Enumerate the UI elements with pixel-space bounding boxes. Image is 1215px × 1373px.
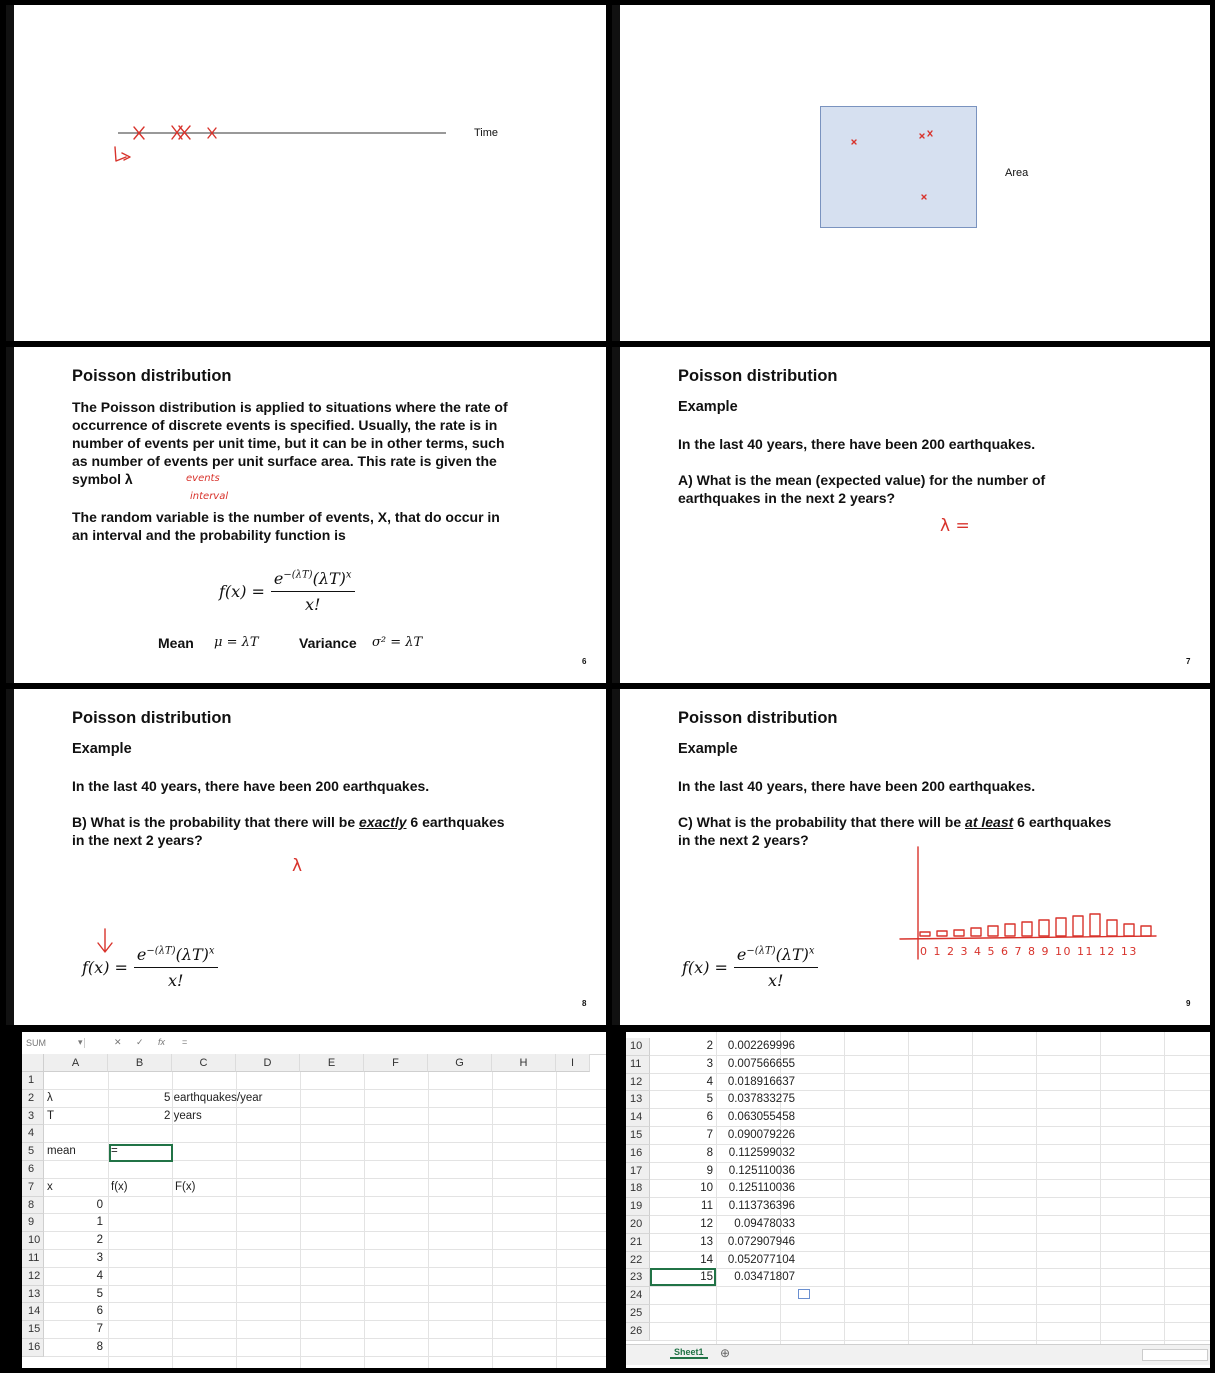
row-header-7[interactable]: 7 xyxy=(22,1179,44,1197)
cell-probability[interactable]: 0.007566655 xyxy=(727,1057,795,1070)
timeline-drawing xyxy=(14,5,606,341)
paragraph-line: The random variable is the number of events, X, that do occur in xyxy=(72,509,500,525)
event-mark xyxy=(928,131,932,136)
cell-x-value[interactable]: 6 xyxy=(96,1305,103,1318)
example-statement: In the last 40 years, there have been 200 earthquakes. xyxy=(678,778,1036,794)
row-header-25[interactable]: 25 xyxy=(626,1305,650,1323)
row-gridline xyxy=(44,1124,606,1125)
question-line: C) What is the probability that there will be at least 6 earthquakes xyxy=(678,814,1112,830)
row-header-24[interactable]: 24 xyxy=(626,1287,650,1305)
handwritten-annotation xyxy=(288,851,328,881)
row-header-15[interactable]: 15 xyxy=(626,1127,650,1145)
formula-numerator: $e^{-(\lambda T)}(\lambda T)^x$ xyxy=(734,945,818,968)
question-line: in the next 2 years? xyxy=(72,832,203,848)
formula-denominator: x! xyxy=(305,595,321,614)
row-header-22[interactable]: 22 xyxy=(626,1252,650,1270)
row-header-6[interactable]: 6 xyxy=(22,1161,44,1179)
row-gridline xyxy=(44,1249,606,1250)
random-variable-paragraph xyxy=(72,508,500,544)
paragraph-line: occurrence of discrete events is specified. Usually, the rate is in xyxy=(72,417,498,433)
sketch-bar xyxy=(1141,926,1151,936)
cell-probability[interactable]: 0.125110036 xyxy=(728,1164,795,1177)
cell-b7[interactable]: f(x) xyxy=(111,1180,128,1193)
paragraph-line: symbol λ xyxy=(72,471,133,487)
emphasis-exactly: exactly xyxy=(359,814,407,830)
row-header-13[interactable]: 13 xyxy=(626,1091,650,1109)
sketch-bar xyxy=(1090,914,1100,936)
cell-x-value[interactable]: 6 xyxy=(706,1111,713,1124)
cell-x-value[interactable]: 15 xyxy=(700,1271,713,1284)
slide-subtitle: Example xyxy=(678,741,738,757)
sketch-bar xyxy=(920,932,930,936)
question-b xyxy=(72,813,505,849)
column-gridline xyxy=(1100,1032,1101,1344)
column-gridline xyxy=(108,1072,109,1368)
formula-lhs: f(x) = xyxy=(682,958,728,977)
slide-title: Poisson distribution xyxy=(72,367,232,385)
column-gridline xyxy=(492,1072,493,1368)
paragraph-line: an interval and the probability function is xyxy=(72,527,346,543)
slide-7 xyxy=(612,347,1210,683)
column-header-c[interactable]: C xyxy=(172,1054,236,1072)
sheet-tab[interactable]: Sheet1 xyxy=(670,1347,708,1359)
formula-denominator: x! xyxy=(168,971,184,990)
cell-c3[interactable]: 2 years xyxy=(164,1109,202,1122)
slide-title: Poisson distribution xyxy=(678,709,838,727)
formula-denominator: x! xyxy=(768,971,784,990)
cell-a3[interactable]: T xyxy=(47,1109,55,1122)
sketch-bar xyxy=(1124,924,1134,936)
quick-analysis-icon[interactable] xyxy=(798,1289,810,1299)
sketch-bar xyxy=(971,928,981,936)
row-header-3[interactable]: 3 xyxy=(22,1108,44,1126)
row-header-16[interactable]: 16 xyxy=(626,1145,650,1163)
poisson-formula xyxy=(682,945,818,990)
poisson-formula xyxy=(82,945,218,990)
handwritten-lambda: λ xyxy=(292,856,303,876)
cell-x-value[interactable]: 4 xyxy=(706,1075,713,1088)
question-line: in the next 2 years? xyxy=(678,832,809,848)
slide-subtitle: Example xyxy=(678,399,738,415)
slide-8 xyxy=(6,689,606,1025)
cell-x-value[interactable]: 14 xyxy=(700,1253,713,1266)
formula-fraction xyxy=(271,569,355,614)
cell-a7[interactable]: x xyxy=(47,1180,53,1193)
row-header-15[interactable]: 15 xyxy=(22,1321,44,1339)
add-sheet-icon[interactable]: ⊕ xyxy=(720,1346,731,1360)
column-header-e[interactable]: E xyxy=(300,1054,364,1072)
row-gridline xyxy=(44,1231,606,1232)
cell-x-value[interactable]: 5 xyxy=(706,1093,713,1106)
row-gridline xyxy=(44,1302,606,1303)
cell-x-value[interactable]: 3 xyxy=(96,1252,103,1264)
histogram-sketch xyxy=(892,843,1172,973)
column-gridline xyxy=(300,1072,301,1368)
handwritten-annotation xyxy=(182,469,262,509)
row-header-9[interactable]: 9 xyxy=(22,1214,44,1232)
cell-x-value[interactable]: 8 xyxy=(706,1146,713,1159)
row-header-11[interactable]: 11 xyxy=(22,1250,44,1268)
question-a xyxy=(678,471,1045,507)
row-gridline xyxy=(44,1107,606,1108)
row-gridline xyxy=(44,1338,606,1339)
row-header-14[interactable]: 14 xyxy=(22,1303,44,1321)
name-box[interactable]: SUM xyxy=(26,1038,85,1048)
area-label: Area xyxy=(1005,167,1029,179)
slide-9 xyxy=(612,689,1210,1025)
cell-probability[interactable]: 0.09478033 xyxy=(734,1218,795,1230)
formula-fraction xyxy=(134,945,218,990)
cell-x-value[interactable]: 7 xyxy=(96,1323,103,1336)
cancel-icon[interactable]: ✕ xyxy=(114,1037,122,1047)
row-header-11[interactable]: 11 xyxy=(626,1056,650,1074)
event-mark xyxy=(920,134,924,138)
mean-label: Mean xyxy=(158,635,194,651)
area-events xyxy=(620,5,1210,341)
poisson-formula xyxy=(219,569,355,614)
scrollbar[interactable] xyxy=(1142,1349,1208,1361)
interval-mark xyxy=(115,147,130,161)
column-header-b[interactable]: B xyxy=(108,1054,172,1072)
question-line: B) What is the probability that there will be exactly 6 earthquakes xyxy=(72,814,505,830)
row-header-14[interactable]: 14 xyxy=(626,1109,650,1127)
row-header-13[interactable]: 13 xyxy=(22,1286,44,1304)
cell-x-value[interactable]: 10 xyxy=(700,1182,713,1195)
sketch-bar xyxy=(1073,916,1083,936)
cell-x-value[interactable]: 9 xyxy=(706,1164,713,1177)
sketch-bar xyxy=(1039,920,1049,936)
slide-6 xyxy=(6,347,606,683)
formula-input[interactable]: = xyxy=(182,1037,188,1047)
enter-icon[interactable]: ✓ xyxy=(136,1037,144,1047)
formula-fraction xyxy=(734,945,818,990)
timeline-slide xyxy=(6,5,606,341)
column-gridline xyxy=(972,1032,973,1344)
active-cell-b23[interactable] xyxy=(650,1268,716,1286)
handwritten-lambda: λ = xyxy=(940,516,970,536)
formula-numerator: $e^{-(\lambda T)}(\lambda T)^x$ xyxy=(271,569,355,592)
row-header-16[interactable]: 16 xyxy=(22,1339,44,1357)
row-header-10[interactable]: 10 xyxy=(22,1232,44,1250)
name-box-dropdown-icon[interactable]: ▾ xyxy=(78,1037,83,1047)
column-header-d[interactable]: D xyxy=(236,1054,300,1072)
example-statement: In the last 40 years, there have been 200 earthquakes. xyxy=(678,436,1036,452)
row-gridline xyxy=(44,1320,606,1321)
area-slide xyxy=(612,5,1210,341)
cell-x-value[interactable]: 5 xyxy=(96,1287,103,1300)
formula-lhs: f(x) = xyxy=(219,582,265,601)
row-header-18[interactable]: 18 xyxy=(626,1180,650,1198)
row-gridline xyxy=(650,1304,1210,1305)
row-header-5[interactable]: 5 xyxy=(22,1143,44,1161)
handwritten-events: events xyxy=(186,473,220,484)
example-statement: In the last 40 years, there have been 200 earthquakes. xyxy=(72,778,430,794)
sketch-bar xyxy=(988,926,998,936)
column-gridline xyxy=(716,1032,717,1344)
column-header-i[interactable]: I xyxy=(556,1054,590,1072)
event-mark xyxy=(852,140,856,144)
cell-probability[interactable]: 0.112599032 xyxy=(728,1146,795,1159)
sketch-tick-labels: 0 1 2 3 4 5 6 7 8 9 10 11 12 13 xyxy=(920,945,1138,958)
cell-x-value[interactable]: 7 xyxy=(706,1129,713,1141)
cell-c7[interactable]: F(x) xyxy=(175,1180,196,1193)
slide-subtitle: Example xyxy=(72,741,132,757)
formula-lhs: f(x) = xyxy=(82,958,128,977)
page-number: 7 xyxy=(1186,657,1191,666)
emphasis-at-least: at least xyxy=(965,814,1014,830)
row-header-4[interactable]: 4 xyxy=(22,1125,44,1143)
page-number: 9 xyxy=(1186,999,1191,1008)
column-gridline xyxy=(556,1072,557,1368)
handwritten-annotation xyxy=(938,511,998,541)
row-header-12[interactable]: 12 xyxy=(22,1268,44,1286)
cell-x-value[interactable]: 4 xyxy=(96,1269,103,1282)
mean-formula: μ = λT xyxy=(214,635,259,650)
paragraph-line: number of events per unit time, but it can be in other terms, such xyxy=(72,435,505,451)
column-header-h[interactable]: H xyxy=(492,1054,556,1072)
spreadsheet-bottom xyxy=(626,1032,1210,1368)
row-gridline xyxy=(44,1213,606,1214)
spreadsheet-top xyxy=(22,1032,606,1368)
variance-formula: σ² = λT xyxy=(372,635,423,650)
cell-probability[interactable]: 0.063055458 xyxy=(727,1111,795,1124)
slide-title: Poisson distribution xyxy=(678,367,838,385)
row-header-8[interactable]: 8 xyxy=(22,1197,44,1215)
row-gridline xyxy=(44,1285,606,1286)
cell-probability[interactable]: 0.125110036 xyxy=(728,1182,795,1195)
cell-x-value[interactable]: 0 xyxy=(96,1198,103,1211)
sketch-bar xyxy=(1056,918,1066,936)
row-gridline xyxy=(650,1340,1210,1341)
sketch-bar xyxy=(1107,920,1117,936)
row-header-19[interactable]: 19 xyxy=(626,1198,650,1216)
formula-numerator: $e^{-(\lambda T)}(\lambda T)^x$ xyxy=(134,945,218,968)
cell-x-value[interactable]: 12 xyxy=(700,1218,713,1230)
paragraph-line: as number of events per unit surface area. This rate is given the xyxy=(72,453,497,469)
row-gridline xyxy=(44,1089,606,1090)
cell-c2[interactable]: 5 earthquakes/year xyxy=(164,1091,263,1104)
column-gridline xyxy=(236,1072,237,1368)
page-number: 8 xyxy=(582,999,587,1008)
row-header-26[interactable]: 26 xyxy=(626,1323,650,1341)
cell-x-value[interactable]: 2 xyxy=(706,1040,713,1052)
sketch-bar xyxy=(1005,924,1015,936)
time-axis-label: Time xyxy=(474,127,499,139)
cell-probability[interactable]: 0.072907946 xyxy=(727,1235,795,1248)
row-header-10[interactable]: 10 xyxy=(626,1038,650,1056)
column-header-f[interactable]: F xyxy=(364,1054,428,1072)
row-header-20[interactable]: 20 xyxy=(626,1216,650,1234)
row-header-23[interactable]: 23 xyxy=(626,1269,650,1287)
sketch-bar xyxy=(937,931,947,936)
cell-probability[interactable]: 0.03471807 xyxy=(734,1271,795,1284)
sheet-tab-bar xyxy=(626,1344,1210,1365)
question-line: A) What is the mean (expected value) for the number of xyxy=(678,472,1046,488)
cell-probability[interactable]: 0.002269996 xyxy=(727,1040,795,1052)
row-header-2[interactable]: 2 xyxy=(22,1090,44,1108)
column-header-a[interactable]: A xyxy=(44,1054,108,1072)
handwritten-interval: interval xyxy=(190,491,229,502)
sketch-bar xyxy=(954,930,964,936)
row-header-1[interactable]: 1 xyxy=(22,1072,44,1090)
cell-probability[interactable]: 0.037833275 xyxy=(727,1093,795,1106)
event-mark xyxy=(922,195,926,199)
cell-x-value[interactable]: 13 xyxy=(700,1235,713,1248)
cell-x-value[interactable]: 2 xyxy=(96,1234,103,1247)
column-gridline xyxy=(908,1032,909,1344)
row-header-12[interactable]: 12 xyxy=(626,1074,650,1092)
cell-probability[interactable]: 0.113736396 xyxy=(728,1200,795,1213)
slide-title: Poisson distribution xyxy=(72,709,232,727)
cell-x-value[interactable]: 8 xyxy=(96,1341,103,1353)
cell-probability[interactable]: 0.090079226 xyxy=(727,1129,795,1141)
column-gridline xyxy=(1036,1032,1037,1344)
row-gridline xyxy=(650,1322,1210,1323)
row-header-17[interactable]: 17 xyxy=(626,1163,650,1181)
row-header-21[interactable]: 21 xyxy=(626,1234,650,1252)
column-gridline xyxy=(844,1032,845,1344)
column-header-g[interactable]: G xyxy=(428,1054,492,1072)
function-icon[interactable]: fx xyxy=(158,1037,166,1047)
cell-x-value[interactable]: 11 xyxy=(701,1200,713,1213)
cell-x-value[interactable]: 1 xyxy=(96,1216,103,1229)
variance-label: Variance xyxy=(299,635,357,651)
cell-a5[interactable]: mean xyxy=(47,1145,76,1158)
row-gridline xyxy=(44,1356,606,1357)
cell-a2[interactable]: λ xyxy=(47,1091,53,1104)
question-line: earthquakes in the next 2 years? xyxy=(678,490,896,506)
column-gridline xyxy=(428,1072,429,1368)
description-paragraph xyxy=(72,398,508,488)
select-all-corner[interactable] xyxy=(22,1054,44,1072)
paragraph-line: The Poisson distribution is applied to situations where the rate of xyxy=(72,399,508,415)
column-gridline xyxy=(1164,1032,1165,1344)
column-gridline xyxy=(364,1072,365,1368)
cell-x-value[interactable]: 3 xyxy=(706,1057,713,1070)
page-number: 6 xyxy=(582,657,587,666)
cell-probability[interactable]: 0.052077104 xyxy=(727,1253,795,1266)
sketch-bar xyxy=(1022,922,1032,936)
row-gridline xyxy=(44,1267,606,1268)
cell-probability[interactable]: 0.018916637 xyxy=(727,1075,795,1088)
active-cell-b5[interactable] xyxy=(109,1144,173,1162)
cell-b5[interactable]: = xyxy=(111,1145,118,1158)
formula-bar xyxy=(22,1032,606,1055)
